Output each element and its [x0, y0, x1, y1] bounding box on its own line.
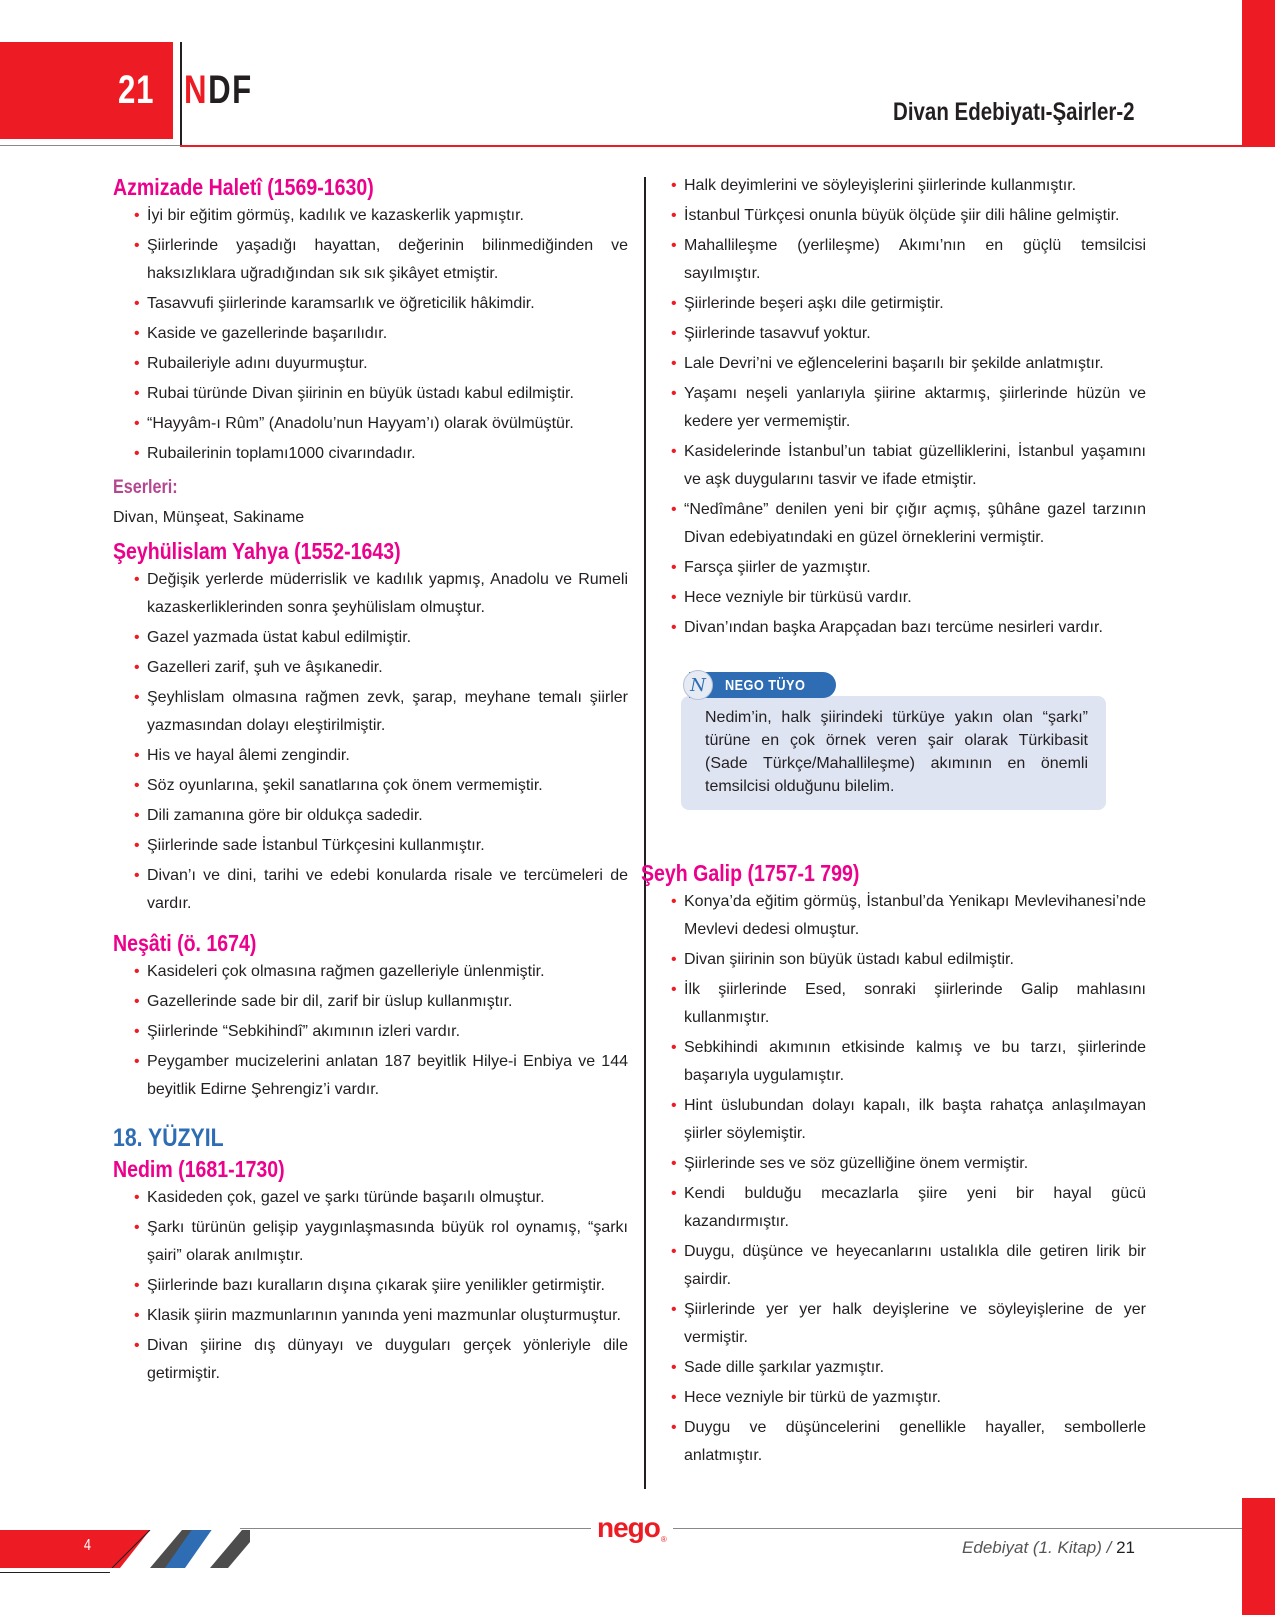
bullet-icon: •: [134, 325, 140, 342]
section-galip: [641, 858, 1146, 1470]
section-azmizade: [113, 172, 628, 532]
bullet-icon: •: [671, 619, 677, 636]
list-item: • Divan’ı ve dini, tarihi ve edebi konularda risale ve tercümeleri de vardır.: [134, 862, 628, 918]
list-item: • Duygu ve düşüncelerini genellikle hayaller, sembollerle anlatmıştır.: [671, 1414, 1146, 1470]
bullet-icon: •: [134, 1277, 140, 1294]
bullet-icon: •: [671, 1185, 677, 1202]
list-item: • Şeyhlislam olmasına rağmen zevk, şarap, meyhane temalı şiirler yazmasından dolayı eleştirilmiştir.: [134, 684, 628, 740]
bullet-icon: •: [134, 1219, 140, 1236]
list-item: • Şiirlerinde yer yer halk deyişlerine ve söyleyişlerine de yer vermiştir.: [671, 1296, 1146, 1352]
list-item: • Söz oyunlarına, şekil sanatlarına çok önem vermemiştir.: [134, 772, 628, 800]
poet-facts: [113, 958, 628, 1104]
header-rule-red: [180, 145, 1242, 147]
footer-book-info: [962, 1538, 1135, 1558]
bullet-icon: •: [134, 1023, 140, 1040]
list-item: • İyi bir eğitim görmüş, kadılık ve kazaskerlik yapmıştır.: [134, 202, 628, 230]
bullet-icon: •: [134, 445, 140, 462]
list-item: • “Nedîmâne” denilen yeni bir çığır açmış, şûhâne gazel tarzının Divan edebiyatındaki en güzel örneklerini vermiştir.: [671, 496, 1146, 552]
footer-rule: [240, 1528, 1242, 1529]
century-heading: 18. YÜZYIL: [113, 1124, 224, 1152]
list-item: • Halk deyimlerini ve söyleyişlerini şiirlerinde kullanmıştır.: [671, 172, 1146, 200]
section-nedim: [113, 1154, 628, 1388]
bullet-icon: •: [671, 325, 677, 342]
works-list: Divan, Münşeat, Sakiname: [113, 509, 305, 526]
poet-facts: [661, 888, 1146, 1470]
list-item: • Tasavvufi şiirlerinde karamsarlık ve öğreticilik hâkimdir.: [134, 290, 628, 318]
bullet-icon: •: [671, 237, 677, 254]
list-item: • Kaside ve gazellerinde başarılıdır.: [134, 320, 628, 348]
bullet-icon: •: [134, 993, 140, 1010]
list-item: • Peygamber mucizelerini anlatan 187 beyitlik Hilye-i Enbiya ve 144 beyitlik Edirne Şehrengiz’i vardır.: [134, 1048, 628, 1104]
page-title: Divan Edebiyatı-Şairler-2: [893, 98, 1135, 126]
poet-facts: [113, 202, 628, 468]
works-label: Eserleri:: [113, 477, 178, 498]
side-tab-bottom: [1242, 1498, 1275, 1615]
poet-heading: Şeyh Galip (1757-1 799): [641, 860, 860, 886]
poet-heading: Nedim (1681-1730): [113, 1156, 285, 1182]
brand-letters: DF: [208, 68, 253, 112]
poet-facts: [113, 1184, 628, 1388]
poet-facts: [113, 566, 628, 918]
list-item: • Divan’ından başka Arapçadan bazı tercüme nesirleri vardır.: [671, 614, 1146, 642]
bullet-icon: •: [671, 501, 677, 518]
bullet-icon: •: [671, 355, 677, 372]
bullet-icon: •: [134, 1307, 140, 1324]
bullet-icon: •: [134, 295, 140, 312]
tip-badge: [689, 672, 836, 698]
bullet-icon: •: [671, 1301, 677, 1318]
list-item: • Kasideleri çok olmasına rağmen gazelleriyle ünlenmiştir.: [134, 958, 628, 986]
list-item: • Divan şiirinin son büyük üstadı kabul edilmiştir.: [671, 946, 1146, 974]
list-item: • Değişik yerlerde müderrislik ve kadılık yapmış, Anadolu ve Rumeli kazaskerliklerinden sonra şeyhülislam olmuştur.: [134, 566, 628, 622]
bullet-icon: •: [671, 1097, 677, 1114]
list-item: • Rubaileriyle adını duyurmuştur.: [134, 350, 628, 378]
bullet-icon: •: [134, 355, 140, 372]
footer-page-number: 21: [1116, 1538, 1135, 1557]
publisher-logo: nego $_®$: [591, 1508, 673, 1544]
list-item: • İlk şiirlerinde Esed, sonraki şiirlerinde Galip mahlasını kullanmıştır.: [671, 976, 1146, 1032]
bullet-icon: •: [134, 689, 140, 706]
list-item: • Şarkı türünün gelişip yaygınlaşmasında büyük rol oynamış, “şarkı şairi” olarak anılmıştır.: [134, 1214, 628, 1270]
bullet-icon: •: [671, 207, 677, 224]
bullet-icon: •: [134, 837, 140, 854]
bullet-icon: •: [671, 951, 677, 968]
list-item: • Dili zamanına göre bir oldukça sadedir.: [134, 802, 628, 830]
bullet-icon: •: [134, 807, 140, 824]
nego-logo-icon: N: [683, 670, 713, 700]
bullet-icon: •: [134, 207, 140, 224]
chapter-number: 21: [118, 68, 155, 112]
bullet-icon: •: [671, 589, 677, 606]
bullet-icon: •: [134, 777, 140, 794]
bullet-icon: •: [134, 237, 140, 254]
tip-label: NEGO TÜYO: [725, 676, 806, 694]
bullet-icon: •: [134, 659, 140, 676]
list-item: • Divan şiirine dış dünyayı ve duyguları gerçek yönleriyle dile getirmiştir.: [134, 1332, 628, 1388]
bullet-icon: •: [671, 1389, 677, 1406]
bullet-icon: •: [671, 1039, 677, 1056]
section-yahya: [113, 536, 628, 918]
tip-box: [681, 672, 1106, 810]
bullet-icon: •: [134, 867, 140, 884]
list-item: • Şiirlerinde ses ve söz güzelliğine önem vermiştir.: [671, 1150, 1146, 1178]
list-item: • Sebkihindi akımının etkisinde kalmış ve bu tarzı, şiirlerinde başarıyla uygulamıştır.: [671, 1034, 1146, 1090]
bullet-icon: •: [671, 1155, 677, 1172]
header-divider: [180, 42, 182, 146]
bullet-icon: •: [671, 385, 677, 402]
list-item: • Rubailerinin toplamı1000 civarındadır.: [134, 440, 628, 468]
list-item: • Şiirlerinde tasavvuf yoktur.: [671, 320, 1146, 348]
list-item: • Hece vezniyle bir türküsü vardır.: [671, 584, 1146, 612]
poet-heading: Şeyhülislam Yahya (1552-1643): [113, 538, 401, 564]
footer-book-title: Edebiyat (1. Kitap) /: [962, 1538, 1112, 1557]
list-item: • Hece vezniyle bir türkü de yazmıştır.: [671, 1384, 1146, 1412]
brand-logo: [184, 68, 253, 113]
list-item: • Kasideden çok, gazel ve şarkı türünde başarılı olmuştur.: [134, 1184, 628, 1212]
list-item: • Konya’da eğitim görmüş, İstanbul’da Yenikapı Mevlevihanesi’nde Mevlevi dedesi olmuştur.: [671, 888, 1146, 944]
bullet-icon: •: [671, 295, 677, 312]
poet-heading: Azmizade Haletî (1569-1630): [113, 174, 374, 200]
section-nesati: [113, 928, 628, 1104]
list-item: • Şiirlerinde sade İstanbul Türkçesini kullanmıştır.: [134, 832, 628, 860]
list-item: • Gazellerinde sade bir dil, zarif bir üslup kullanmıştır.: [134, 988, 628, 1016]
list-item: • “Hayyâm-ı Rûm” (Anadolu’nun Hayyam’ı) olarak övülmüştür.: [134, 410, 628, 438]
left-column: [113, 172, 628, 1390]
brand-letter-n: N: [184, 68, 209, 112]
list-item: • Gazel yazmada üstat kabul edilmiştir.: [134, 624, 628, 652]
bullet-icon: •: [134, 1337, 140, 1354]
footer-underline: [0, 1572, 110, 1573]
list-item: • Hint üslubundan dolayı kapalı, ilk başta rahatça anlaşılmayan şiirler söylemiştir.: [671, 1092, 1146, 1148]
right-column: [641, 172, 1146, 1472]
list-item: • Rubai türünde Divan şiirinin en büyük üstadı kabul edilmiştir.: [134, 380, 628, 408]
publisher-logo-text: nego: [597, 1512, 660, 1543]
list-item: • Şiirlerinde beşeri aşkı dile getirmiştir.: [671, 290, 1146, 318]
bullet-icon: •: [134, 415, 140, 432]
list-item: • His ve hayal âlemi zengindir.: [134, 742, 628, 770]
side-tab-top: [1242, 0, 1275, 147]
list-item: • Şiirlerinde bazı kuralların dışına çıkarak şiire yenilikler getirmiştir.: [134, 1272, 628, 1300]
column-divider: [644, 177, 646, 1489]
bullet-icon: •: [134, 571, 140, 588]
bullet-icon: •: [134, 1189, 140, 1206]
bullet-icon: •: [134, 629, 140, 646]
bullet-icon: •: [671, 559, 677, 576]
list-item: • Farsça şiirler de yazmıştır.: [671, 554, 1146, 582]
list-item: • Lale Devri’ni ve eğlencelerini başarılı bir şekilde anlatmıştır.: [671, 350, 1146, 378]
footer-page-marker: 4: [83, 1537, 92, 1554]
list-item: • Mahallileşme (yerlileşme) Akımı’nın en güçlü temsilcisi sayılmıştır.: [671, 232, 1146, 288]
list-item: • Kasidelerinde İstanbul’un tabiat güzelliklerini, İstanbul yaşamını ve aşk duygularını tasvir ve ifade etmiştir.: [671, 438, 1146, 494]
bullet-icon: •: [671, 443, 677, 460]
bullet-icon: •: [134, 963, 140, 980]
poet-heading: Neşâti (ö. 1674): [113, 930, 257, 956]
list-item: • Duygu, düşünce ve heyecanlarını ustalıkla dile getiren lirik bir şairdir.: [671, 1238, 1146, 1294]
list-item: • Kendi bulduğu mecazlarla şiire yeni bir hayal gücü kazandırmıştır.: [671, 1180, 1146, 1236]
bullet-icon: •: [671, 893, 677, 910]
bullet-icon: •: [671, 1419, 677, 1436]
list-item: • Gazelleri zarif, şuh ve âşıkanedir.: [134, 654, 628, 682]
bullet-icon: •: [134, 1053, 140, 1070]
list-item: • Yaşamı neşeli yanlarıyla şiirine aktarmış, şiirlerinde hüzün ve kedere yer vermemiştir.: [671, 380, 1146, 436]
tip-text: Nedim’in, halk şiirindeki türküye yakın olan “şarkı” türüne en çok örnek veren şair olarak Türkibasit (Sade Türkçe/Mahallileşme) akımının en önemli temsilcisi olduğunu bilelim.: [681, 696, 1106, 810]
list-item: • İstanbul Türkçesi onunla büyük ölçüde şiir dili hâline gelmiştir.: [671, 202, 1146, 230]
list-item: • Şiirlerinde yaşadığı hayattan, değerinin bilinmediğinden ve haksızlıklara uğradığından sık sık şikâyet etmiştir.: [134, 232, 628, 288]
list-item: • Klasik şiirin mazmunlarının yanında yeni mazmunlar oluşturmuştur.: [134, 1302, 628, 1330]
bullet-icon: •: [671, 1359, 677, 1376]
bullet-icon: •: [671, 981, 677, 998]
footer-stripes-icon: [110, 1530, 250, 1568]
bullet-icon: •: [134, 385, 140, 402]
nedim-facts-continued: [661, 172, 1146, 642]
header-rule: [0, 145, 180, 146]
list-item: • Sade dille şarkılar yazmıştır.: [671, 1354, 1146, 1382]
bullet-icon: •: [671, 1243, 677, 1260]
bullet-icon: •: [671, 177, 677, 194]
bullet-icon: •: [134, 747, 140, 764]
list-item: • Şiirlerinde “Sebkihindî” akımının izleri vardır.: [134, 1018, 628, 1046]
